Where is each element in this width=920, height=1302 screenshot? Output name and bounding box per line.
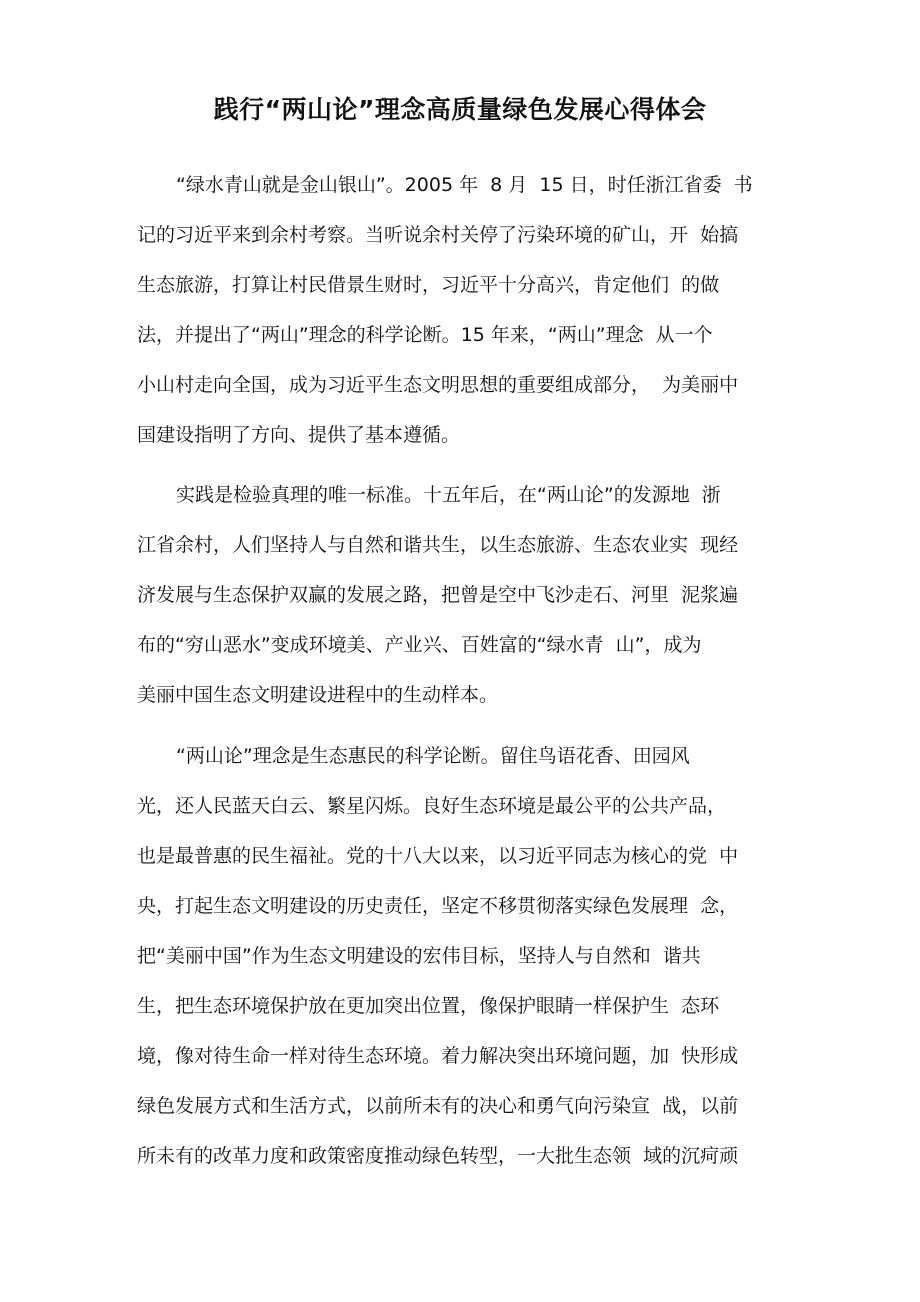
paragraph-1: [137, 160, 793, 460]
text-line: 也是最普惠的民生福祉。党的十八大以来，以习近平同志为核心的党 中: [137, 845, 739, 867]
text-line: “两山论”理念是生态惠民的科学论断。留住鸟语花香、田园风: [176, 745, 690, 767]
text-line: 把“美丽中国”作为生态文明建设的宏伟目标，坚持人与自然和 谐共: [137, 945, 701, 967]
paragraph-2: [137, 470, 793, 720]
text-line: 绿色发展方式和生活方式，以前所未有的决心和勇气向污染宣 战，以前: [137, 1095, 739, 1117]
text-line: 实践是检验真理的唯一标准。十五年后，在“两山论”的发源地 浙: [176, 484, 721, 506]
text-line: 济发展与生态保护双赢的发展之路，把曾是空中飞沙走石、河里 泥浆遍: [137, 584, 739, 606]
text-line: 所未有的改革力度和政策密度推动绿色转型，一大批生态领 域的沉疴顽: [137, 1145, 739, 1167]
text-line: 记的习近平来到余村考察。当听说余村关停了污染环境的矿山，开 始搞: [137, 224, 739, 246]
text-line: 江省余村，人们坚持人与自然和谐共生，以生态旅游、生态农业实 现经: [137, 534, 739, 556]
text-line: 光，还人民蓝天白云、繁星闪烁。良好生态环境是最公平的公共产品，: [137, 795, 727, 817]
paragraph-3: [137, 731, 793, 1181]
text-line: “绿水青山就是金山银山”。2005 年 8 月 15 日，时任浙江省委 书: [176, 174, 753, 196]
text-line: 国建设指明了方向、提供了基本遵循。: [137, 424, 461, 446]
text-line: 美丽中国生态文明建设进程中的生动样本。: [137, 684, 499, 706]
text-line: 小山村走向全国，成为习近平生态文明思想的重要组成部分， 为美丽中: [137, 374, 739, 396]
text-line: 境，像对待生命一样对待生态环境。着力解决突出环境问题，加 快形成: [137, 1045, 739, 1067]
document-title: 践行“两山论”理念高质量绿色发展心得体会: [213, 95, 707, 124]
text-line: 生态旅游，打算让村民借景生财时，习近平十分高兴，肯定他们 的做: [137, 274, 720, 296]
text-line: 生，把生态环境保护放在更加突出位置，像保护眼睛一样保护生 态环: [137, 995, 720, 1017]
text-line: 央，打起生态文明建设的历史责任，坚定不移贯彻落实绿色发展理 念，: [137, 895, 739, 917]
text-line: 法，并提出了“两山”理念的科学论断。15 年来，“两山”理念 从一个: [137, 324, 713, 346]
text-line: 布的“穷山恶水”变成环境美、产业兴、百姓富的“绿水青 山”，成为: [137, 634, 702, 656]
